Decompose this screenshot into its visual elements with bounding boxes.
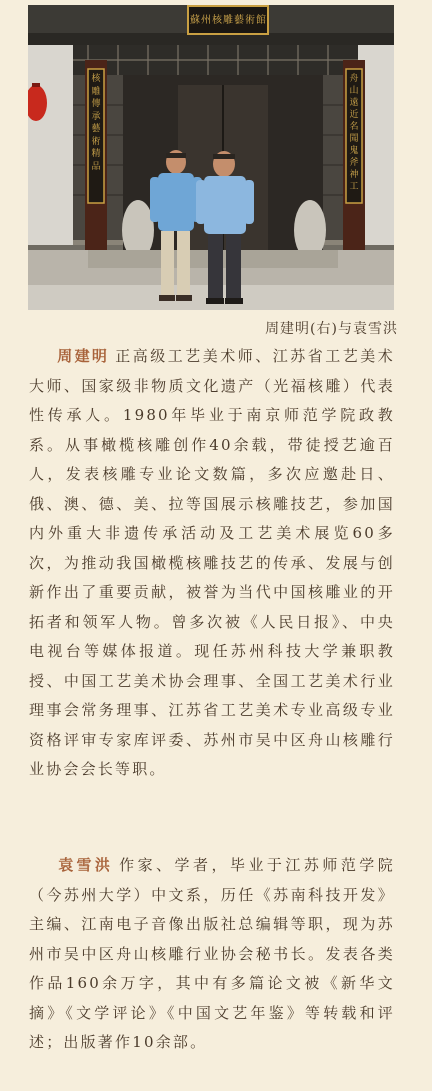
bio-paragraph <box>29 851 395 1058</box>
bio-text: 作家、学者，毕业于江苏师范学院（今苏州大学）中文系，历任《苏南科技开发》主编、江南电子音像出版社总编辑等职，现为苏州市吴中区舟山核雕行业协会秘书长。发表各类作品160余万字，其中有多篇论文被《新华文摘》《文学评论》《中国文艺年鉴》等转载和评述；出版著作10余部。 <box>29 856 395 1051</box>
bio-text: 正高级工艺美术师、江苏省工艺美术大师、国家级非物质文化遗产（光福核雕）代表性传承人。1980年毕业于南京师范学院政教系。从事橄榄核雕创作40余载，带徒授艺逾百人，发表核雕专业论文数篇，多次应邀赴日、俄、澳、德、美、拉等国展示核雕技艺，参加国内外重大非遗传承活动及工艺美术展览60多次，为推动我国橄榄核雕技艺的传承、发展与创新作出了重要贡献，被誉为当代中国核雕业的开拓者和领军人物。曾多次被《人民日报》、中央电视台等媒体报道。现任苏州科技大学兼职教授、中国工艺美术协会理事、全国工艺美术行业理事会常务理事、江苏省工艺美术专业高级专业资格评审专家库评委、苏州市吴中区舟山核雕行业协会会长等职。 <box>29 347 395 778</box>
couplet-left-text: 核雕傳承藝術精品 <box>91 74 101 172</box>
couplet-right-text: 舟山遠近名聞鬼斧神工 <box>349 74 359 192</box>
bio-name: 袁雪洪 <box>57 856 114 874</box>
bio-name: 周建明 <box>57 347 110 365</box>
bio-paragraph <box>29 342 395 785</box>
photo-caption: 周建明(右)与袁雪洪 <box>265 321 398 337</box>
sign-board-text: 蘇州核雕藝術館 <box>190 15 267 26</box>
photo <box>28 5 394 310</box>
photo-scene <box>28 5 394 310</box>
